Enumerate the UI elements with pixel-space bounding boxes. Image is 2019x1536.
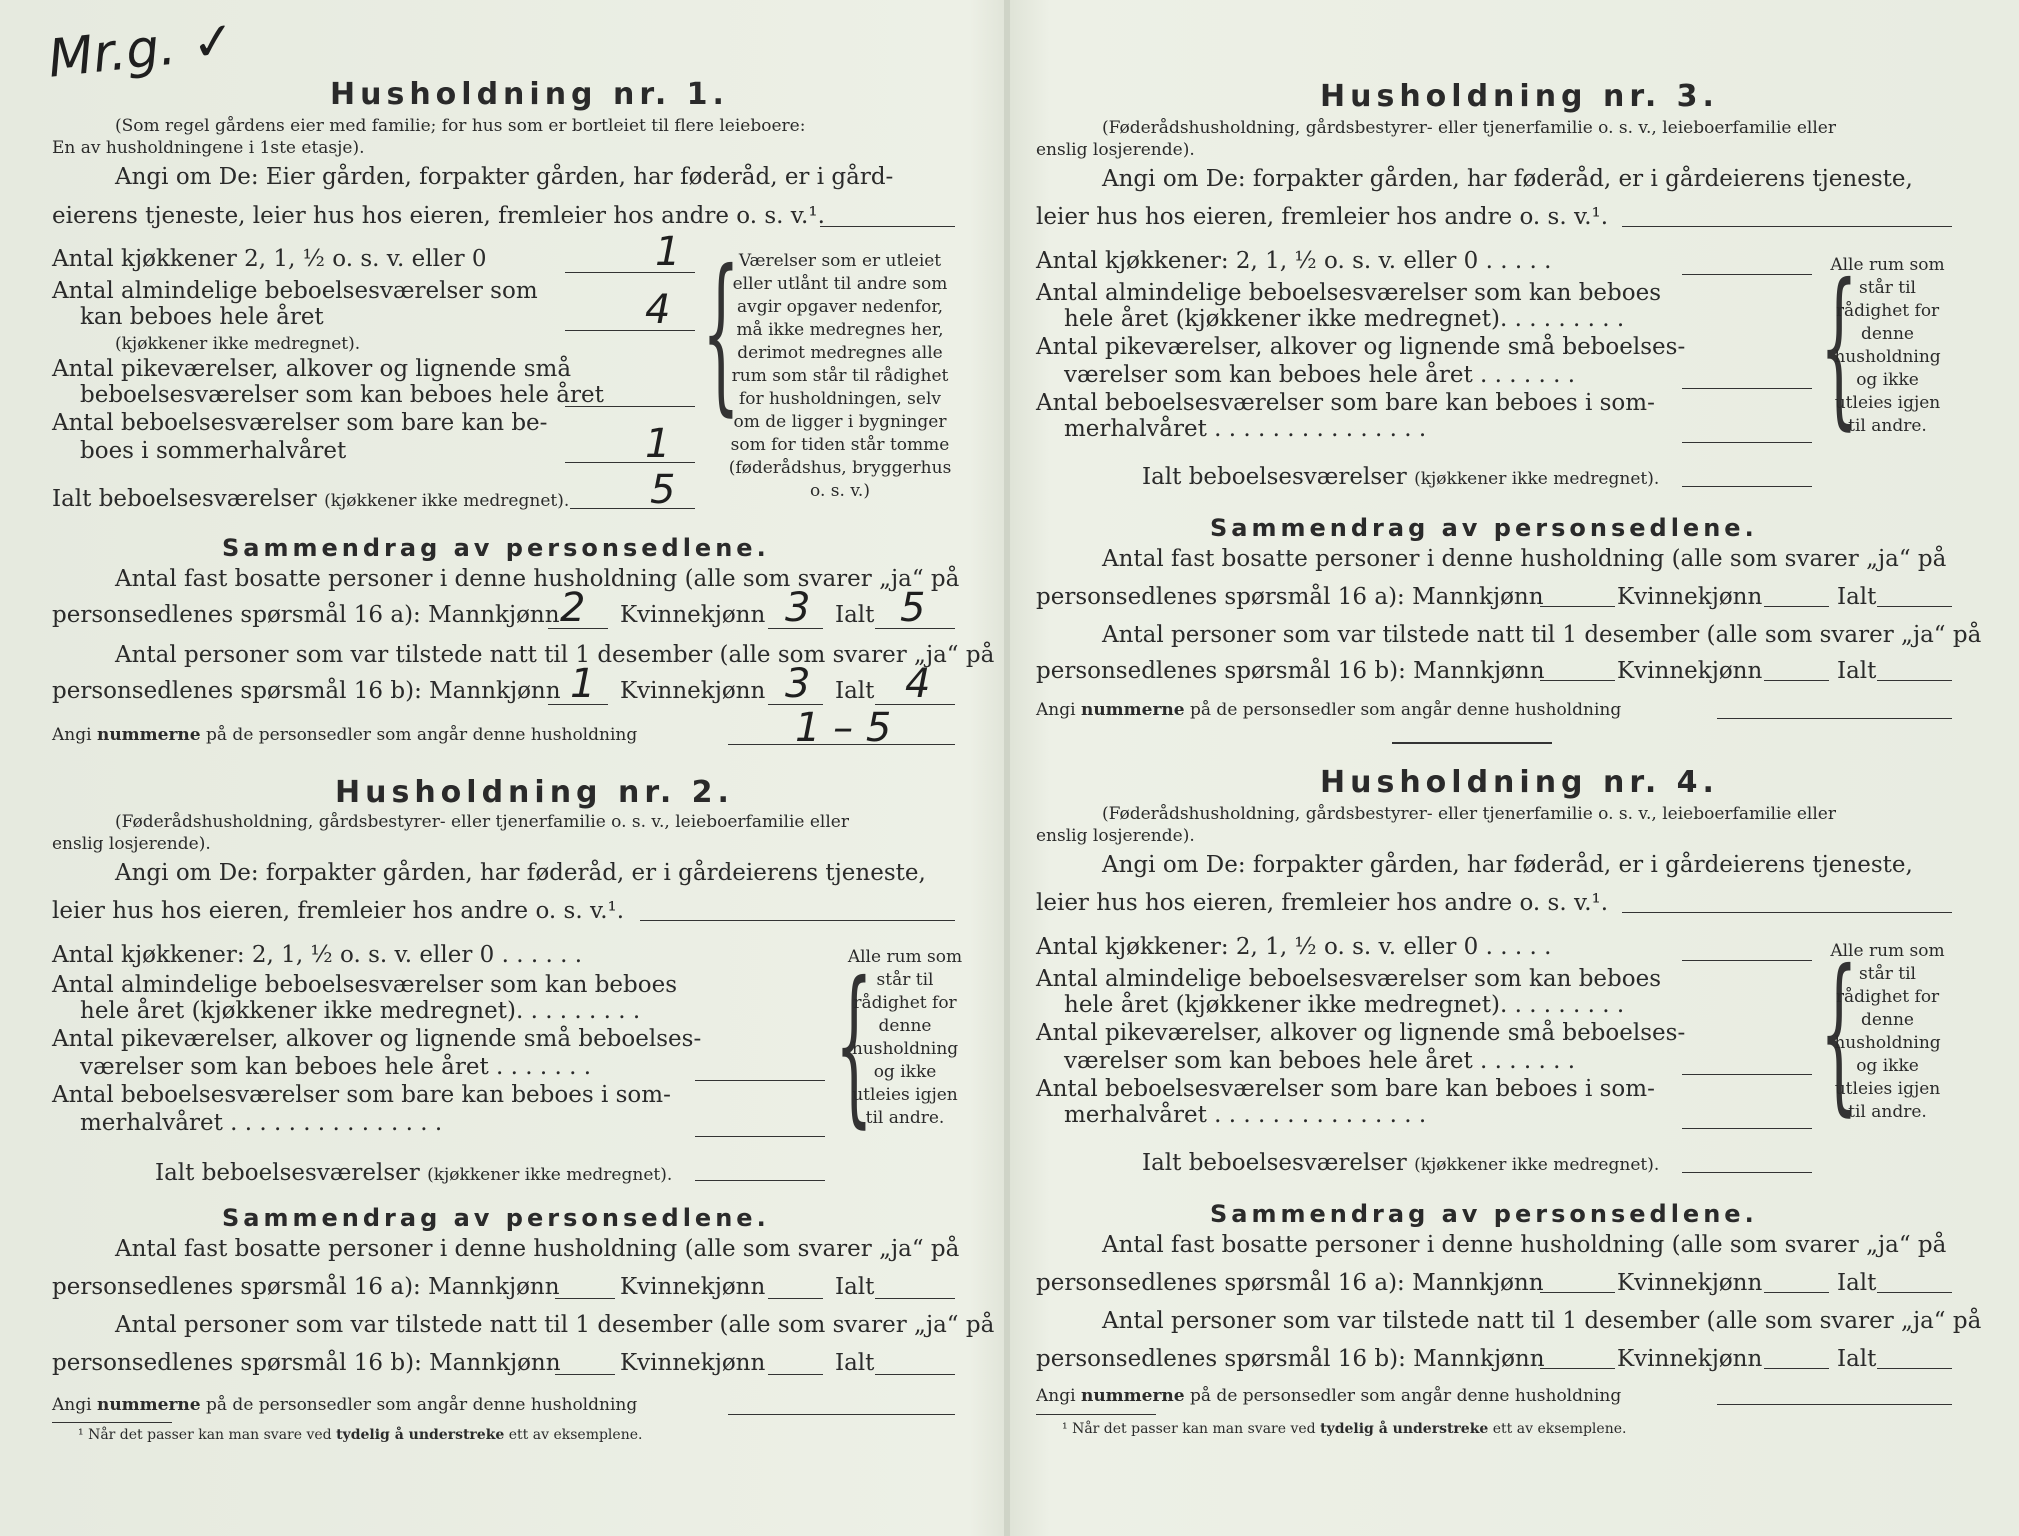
h4-pike-2: værelser som kan beboes hele året . . . . . . . [1064,1048,1576,1074]
h3-alm-2: hele året (kjøkkener ikke medregnet). . . . . . . . . [1064,306,1625,332]
h2-angi-2: leier hus hos eieren, fremleier hos andre o. s. v.¹. [52,898,625,924]
h2-pike-1: Antal pikeværelser, alkover og lignende små beboelses- [52,1026,702,1052]
h1-kjokken-value: 1 [655,229,681,275]
h2-alm-2: hele året (kjøkkener ikke medregnet). . . . . . . . . [80,998,641,1024]
h1-kvinne-label-b: Kvinnekjønn [620,678,766,704]
h1-kvinne-b: 3 [785,661,811,707]
h3-fast-1: Antal fast bosatte personer i denne husholdning (alle som svarer „ja“ på [1102,546,1947,572]
h3-kvinne-label-b: Kvinnekjønn [1617,658,1763,684]
h3-title: Husholdning nr. 3. [1320,79,1719,114]
h2-side-note: Alle rum som står til rådighet for denne husholdning og ikke utleies igjen til andre. [847,947,963,1128]
h2-intro-1: (Føderådshusholdning, gårdsbestyrer- eller tjenerfamilie o. s. v., leieboerfamilie eller [115,812,849,832]
h4-somm-1: Antal beboelsesværelser som bare kan beboes i som- [1036,1076,1655,1102]
h3-somm-2: merhalvåret . . . . . . . . . . . . . . . [1064,416,1427,442]
h1-brace: { [702,234,740,432]
h4-intro-2: enslig losjerende). [1036,826,1195,846]
h1-alm-3: (kjøkkener ikke medregnet). [115,334,361,354]
h1-ialt-label-a: Ialt [835,602,875,628]
h2-nummerne: Angi nummerne på de personsedler som angår denne husholdning [52,1395,638,1415]
h4-nummerne: Angi nummerne på de personsedler som angår denne husholdning [1036,1386,1622,1406]
h4-summary-title: Sammendrag av personsedlene. [1210,1200,1758,1228]
h1-ialt-label-b: Ialt [835,678,875,704]
right-page [1012,0,2012,1536]
h3-ialt-label: Ialt beboelsesværelser (kjøkkener ikke medregnet). [1142,464,1660,490]
h3-side-note: Alle rum som står til rådighet for denne husholdning og ikke utleies igjen til andre. [1830,255,1945,436]
h3-summary-title: Sammendrag av personsedlene. [1210,514,1758,542]
h1-angi-1: Angi om De: Eier gården, forpakter gården, har føderåd, er i gård- [115,164,894,190]
h1-ialt-a: 5 [900,585,926,631]
h1-ialt-value: 5 [650,467,676,513]
h1-fast-1: Antal fast bosatte personer i denne husholdning (alle som svarer „ja“ på [115,566,960,592]
h1-pike-2: beboelsesværelser som kan beboes hele året [80,382,604,408]
h3-pike-2: værelser som kan beboes hele året . . . . . . . [1064,362,1576,388]
h4-side-note: Alle rum som står til rådighet for denne husholdning og ikke utleies igjen til andre. [1830,941,1945,1122]
h4-ialt-label: Ialt beboelsesværelser (kjøkkener ikke medregnet). [1142,1150,1660,1176]
h1-somm-value: 1 [645,421,671,467]
h1-ialt-text: Ialt beboelsesværelser [52,486,317,512]
h3-ialt-label-b: Ialt [1837,658,1877,684]
h4-ialt-label-a: Ialt [1837,1270,1877,1296]
h2-ialt-label-a: Ialt [835,1274,875,1300]
h2-ialt-label-b: Ialt [835,1350,875,1376]
h1-alm-value: 4 [645,287,671,333]
h2-angi-1: Angi om De: forpakter gården, har føderåd, er i gårdeierens tjeneste, [115,860,926,886]
h3-angi-2: leier hus hos eieren, fremleier hos andre o. s. v.¹. [1036,204,1609,230]
h2-kvinne-label-a: Kvinnekjønn [620,1274,766,1300]
h2-fast-1: Antal fast bosatte personer i denne husholdning (alle som svarer „ja“ på [115,1236,960,1262]
h4-somm-2: merhalvåret . . . . . . . . . . . . . . . [1064,1102,1427,1128]
h2-title: Husholdning nr. 2. [335,775,734,810]
h4-alm-2: hele året (kjøkkener ikke medregnet). . . . . . . . . [1064,992,1625,1018]
h3-tilst-2: personsedlenes spørsmål 16 b): Mannkjønn [1036,658,1545,684]
h4-kvinne-label-b: Kvinnekjønn [1617,1346,1763,1372]
h1-summary-title: Sammendrag av personsedlene. [222,534,770,562]
h4-alm-1: Antal almindelige beboelsesværelser som kan beboes [1036,966,1662,992]
h1-mann-b: 1 [570,661,596,707]
h3-kjokken-label: Antal kjøkkener: 2, 1, ½ o. s. v. eller 0 . . . . . [1036,248,1552,274]
h4-pike-1: Antal pikeværelser, alkover og lignende små beboelses- [1036,1020,1686,1046]
h4-fast-2: personsedlenes spørsmål 16 a): Mannkjønn [1036,1270,1544,1296]
h4-tilst-1: Antal personer som var tilstede natt til 1 desember (alle som svarer „ja“ på [1102,1308,1982,1334]
h1-title: Husholdning nr. 1. [330,77,729,112]
h4-intro-1: (Føderådshusholdning, gårdsbestyrer- eller tjenerfamilie o. s. v., leieboerfamilie eller [1102,804,1836,824]
h3-alm-1: Antal almindelige beboelsesværelser som kan beboes [1036,280,1662,306]
h2-tilst-1: Antal personer som var tilstede natt til 1 desember (alle som svarer „ja“ på [115,1312,995,1338]
h1-fast-2: personsedlenes spørsmål 16 a): Mannkjønn [52,602,560,628]
h1-ialt-label [52,488,569,511]
h2-summary-title: Sammendrag av personsedlene. [222,1204,770,1232]
h1-kvinne-a: 3 [785,585,811,631]
h2-fast-2: personsedlenes spørsmål 16 a): Mannkjønn [52,1274,560,1300]
h3-separator [1392,742,1552,744]
h4-fast-1: Antal fast bosatte personer i denne husholdning (alle som svarer „ja“ på [1102,1232,1947,1258]
h1-angi-2: eierens tjeneste, leier hus hos eieren, fremleier hos andre o. s. v.¹. [52,203,825,229]
h1-ialt-note: (kjøkkener ikke medregnet). [324,491,570,511]
h4-angi-2: leier hus hos eieren, fremleier hos andre o. s. v.¹. [1036,890,1609,916]
h4-kvinne-label-a: Kvinnekjønn [1617,1270,1763,1296]
h2-intro-2: enslig losjerende). [52,834,211,854]
h1-somm-2: boes i sommerhalvåret [80,438,347,464]
h3-somm-1: Antal beboelsesværelser som bare kan beboes i som- [1036,390,1655,416]
h3-pike-1: Antal pikeværelser, alkover og lignende små beboelses- [1036,334,1686,360]
h1-intro-1: (Som regel gårdens eier med familie; for hus som er bortleiet til flere leieboere: [115,116,806,136]
h4-brace: { [1820,934,1858,1132]
h1-side-note: Værelser som er utleiet eller utlånt til andre som avgir opgaver nedenfor, må ikke medregnes her, derimot medregnes alle rum som står til rådighet for husholdningen, selv om de ligger i bygninger som for tiden står tomme (føderådshus, bryggerhus o. s. v.) [728,251,952,501]
h1-tilst-1: Antal personer som var tilstede natt til 1 desember (alle som svarer „ja“ på [115,642,995,668]
h2-footnote: ¹ Når det passer kan man svare ved tydelig å understreke ett av eksemplene. [78,1427,643,1443]
h1-kjokken-label: Antal kjøkkener 2, 1, ½ o. s. v. eller 0 [52,246,487,272]
h3-nummerne: Angi nummerne på de personsedler som angår denne husholdning [1036,700,1622,720]
h2-pike-2: værelser som kan beboes hele året . . . . . . . [80,1054,592,1080]
h1-nummerne: Angi nummerne på de personsedler som angår denne husholdning [52,725,638,745]
h2-tilst-2: personsedlenes spørsmål 16 b): Mannkjønn [52,1350,561,1376]
h1-tilst-2: personsedlenes spørsmål 16 b): Mannkjønn [52,678,561,704]
h3-fast-2: personsedlenes spørsmål 16 a): Mannkjønn [1036,584,1544,610]
h2-somm-1: Antal beboelsesværelser som bare kan beboes i som- [52,1082,671,1108]
h3-brace: { [1820,248,1858,446]
h3-tilst-1: Antal personer som var tilstede natt til 1 desember (alle som svarer „ja“ på [1102,622,1982,648]
h4-tilst-2: personsedlenes spørsmål 16 b): Mannkjønn [1036,1346,1545,1372]
h1-mann-a: 2 [560,585,586,631]
h3-intro-1: (Føderådshusholdning, gårdsbestyrer- eller tjenerfamilie o. s. v., leieboerfamilie eller [1102,118,1836,138]
h3-ialt-label-a: Ialt [1837,584,1877,610]
h2-ialt-label: Ialt beboelsesværelser (kjøkkener ikke medregnet). [155,1160,673,1186]
h2-brace: { [835,946,873,1144]
h4-footnote: ¹ Når det passer kan man svare ved tydelig å understreke ett av eksemplene. [1062,1421,1627,1437]
h4-ialt-label-b: Ialt [1837,1346,1877,1372]
left-page [0,0,1000,1536]
h2-kjokken-label: Antal kjøkkener: 2, 1, ½ o. s. v. eller 0 . . . . . . [52,942,583,968]
h1-pike-1: Antal pikeværelser, alkover og lignende små [52,356,572,382]
h4-angi-1: Angi om De: forpakter gården, har føderåd, er i gårdeierens tjeneste, [1102,852,1913,878]
h2-somm-2: merhalvåret . . . . . . . . . . . . . . . [80,1110,443,1136]
h1-alm-2: kan beboes hele året [80,304,324,330]
h1-kvinne-label-a: Kvinnekjønn [620,602,766,628]
h3-intro-2: enslig losjerende). [1036,140,1195,160]
h1-alm-1: Antal almindelige beboelsesværelser som [52,278,538,304]
h3-angi-1: Angi om De: forpakter gården, har føderåd, er i gårdeierens tjeneste, [1102,166,1913,192]
h2-kvinne-label-b: Kvinnekjønn [620,1350,766,1376]
page-fold [1004,0,1010,1536]
h4-title: Husholdning nr. 4. [1320,765,1719,800]
corner-handwritten-mark: Mr.g. ✓ [45,10,239,90]
h2-alm-1: Antal almindelige beboelsesværelser som kan beboes [52,972,678,998]
h1-intro-2: En av husholdningene i 1ste etasje). [52,138,365,158]
h1-ialt-b: 4 [905,661,931,707]
h3-kvinne-label-a: Kvinnekjønn [1617,584,1763,610]
h4-kjokken-label: Antal kjøkkener: 2, 1, ½ o. s. v. eller 0 . . . . . [1036,934,1552,960]
h1-nummerne-value: 1 – 5 [795,705,892,751]
h1-somm-1: Antal beboelsesværelser som bare kan be- [52,410,548,436]
